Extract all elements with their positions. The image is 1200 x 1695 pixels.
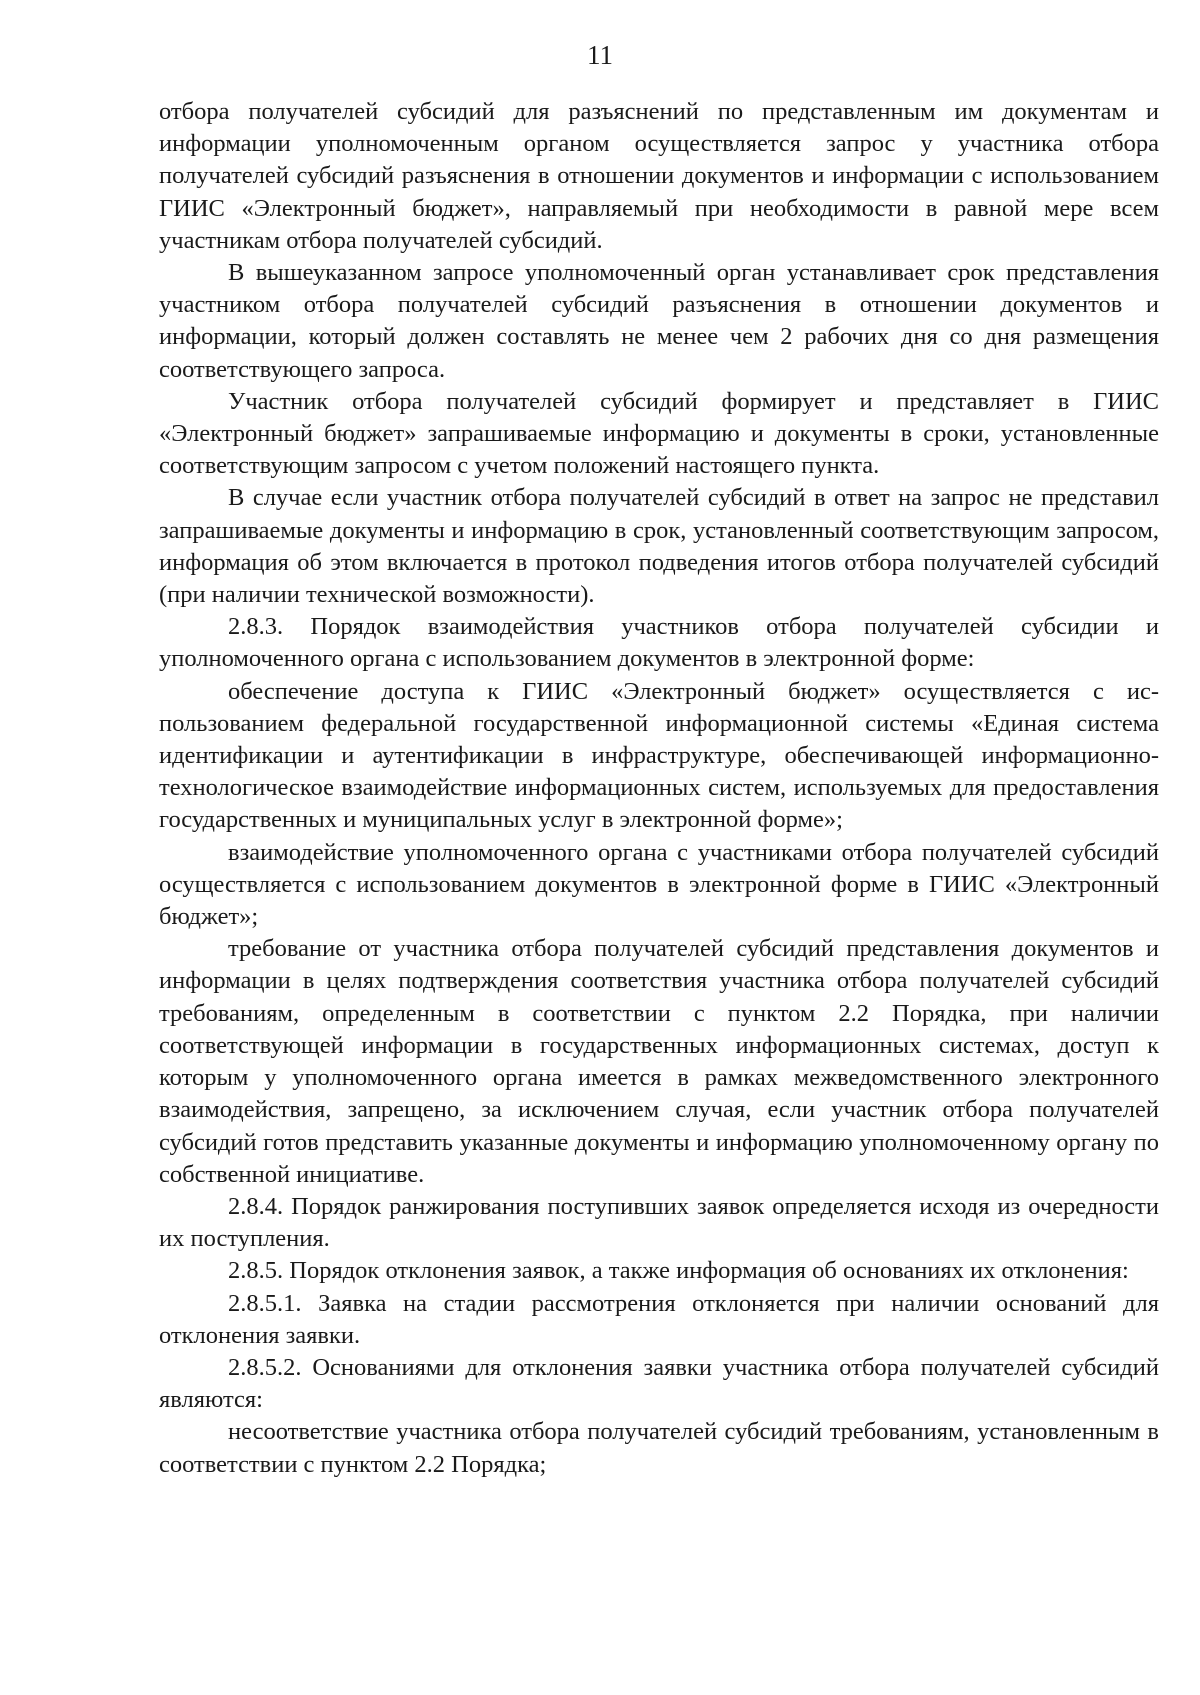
paragraph: обеспечение доступа к ГИИС «Электронный бюджет» осуществляется с использованием федеральной государственной информационной системы «Единая система идентификации и аутентификации в инфраструктуре, обеспечивающей информационно-технологическое взаимодействие информационных систем, используемых для предоставления государственных и муниципальных услуг в электронной форме»; [159,677,1159,834]
document-body [159,96,1159,1481]
paragraph: взаимодействие уполномоченного органа с участниками отбора получателей субсидий осуществляется с использованием документов в электронной форме в ГИИС «Электронный бюджет»; [159,838,1159,931]
paragraph: отбора получателей субсидий для разъяснений по представленным им документам и информации уполномоченным органом осуществляется запрос у участника отбора получателей субсидий разъяснения в отношении документов и информации с использованием ГИИС «Электронный бюджет», направляемый при необходимости в равной мере всем участникам отбора получателей субсидий. [159,98,1159,254]
section-2-8-4-paragraph: 2.8.4. Порядок ранжирования поступивших заявок определяется исходя из очередности их поступления. [159,1192,1159,1253]
section-2-8-5-paragraph: 2.8.5. Порядок отклонения заявок, а также информация об основаниях их отклонения: [228,1257,1129,1285]
section-2-8-3-paragraph: 2.8.3. Порядок взаимодействия участников отбора получателей субсидии и уполномоченного органа с использованием документов в электронной форме: [159,613,1159,673]
page-number: 11 [587,40,613,70]
section-2-8-5-1-paragraph: 2.8.5.1. Заявка на стадии рассмотрения отклоняется при наличии оснований для отклонения заявки. [159,1289,1159,1349]
paragraph: несоответствие участника отбора получателей субсидий требованиям, установленным в соответствии с пунктом 2.2 Порядка; [159,1418,1159,1478]
section-2-8-5-2-paragraph: 2.8.5.2. Основаниями для отклонения заявки участника отбора получателей субсидий являются: [159,1353,1159,1414]
paragraph: В вышеуказанном запросе уполномоченный орган устанавливает срок представления участником отбора получателей субсидий разъяснения в отношении документов и информации, который должен составлять не менее чем 2 рабочих дня со дня размещения соответствующего запроса. [159,259,1159,383]
paragraph: В случае если участник отбора получателей субсидий в ответ на запрос не представил запрашиваемые документы и информацию в срок, установленный соответствующим запросом, информация об этом включается в протокол подведения итогов отбора получателей субсидий (при наличии технической возможности). [159,484,1159,609]
paragraph: Участник отбора получателей субсидий формирует и представляет в ГИИС «Электронный бюджет» запрашиваемые информацию и документы в сроки, установленные соответствующим запросом с учетом положений настоящего пункта. [159,387,1159,480]
paragraph: требование от участника отбора получателей субсидий представления документов и информации в целях подтверждения соответствия участника отбора получателей субсидий требованиям, определенным в соответствии с пунктом 2.2 Порядка, при наличии соответствующей информации в государственных информационных системах, доступ к которым у уполномоченного органа имеется в рамках межведомственного электронного взаимодействия, запрещено, за исключением случая, если участник отбора получателей субсидий готов представить указанные документы и информацию уполномоченному органу по собственной инициативе. [159,935,1159,1188]
